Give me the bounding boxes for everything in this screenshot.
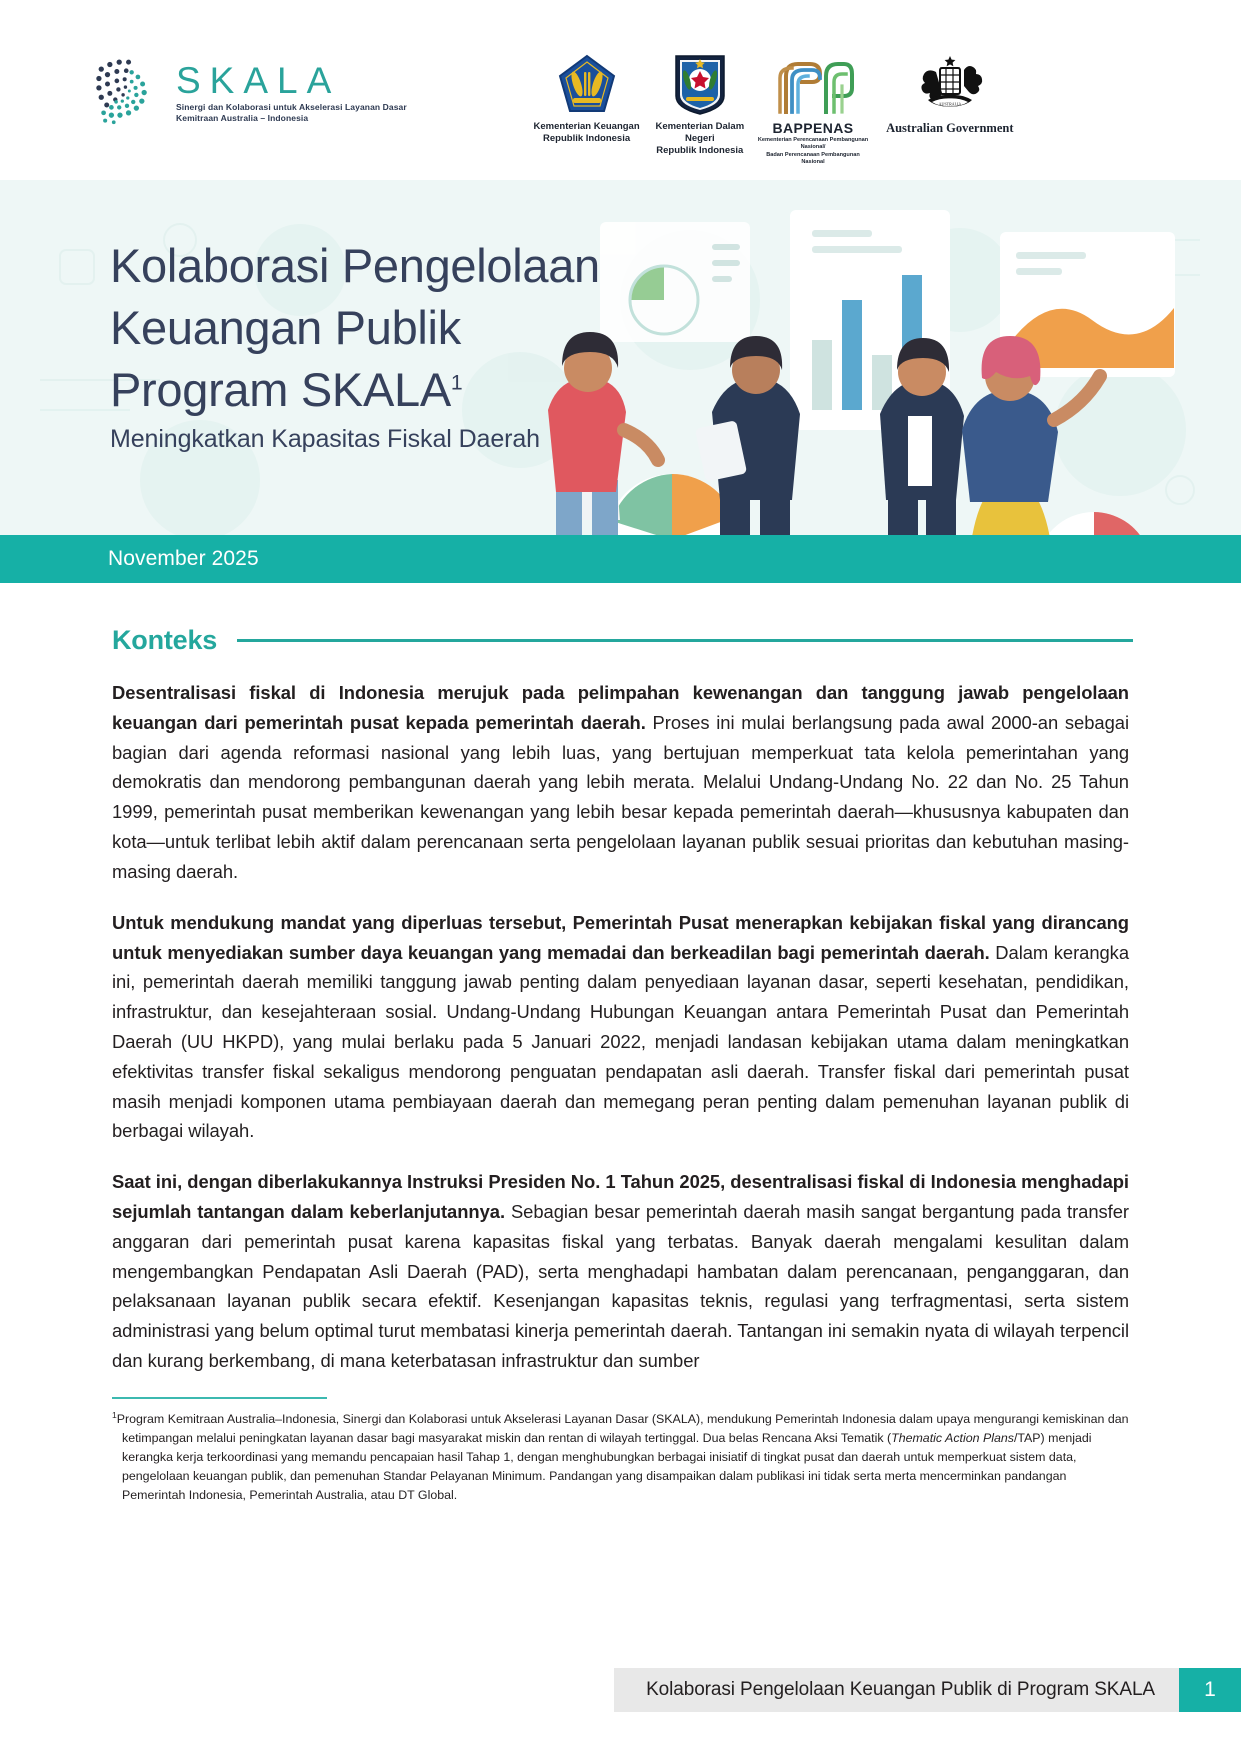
body-column (112, 656, 1129, 1376)
kemenkeu-label (534, 121, 640, 145)
hero-title (110, 235, 600, 421)
hero-text-block (110, 235, 600, 454)
kemendagri-label-line1: Kementerian Dalam Negeri (655, 121, 745, 144)
footnote-italic: Thematic Action Plans (891, 1431, 1014, 1446)
publication-date: November 2025 (108, 547, 259, 570)
hero-title-line3 (110, 359, 600, 421)
hero-title-line3-text: Program SKALA (110, 363, 451, 417)
partner-australian-government (870, 52, 1030, 137)
bappenas-sublabel (756, 137, 869, 166)
australian-coat-of-arms-icon (902, 52, 998, 116)
paragraph-1-rest: Proses ini mulai berlangsung pada awal 2000-an sebagai bagian dari agenda reformasi nasional yang lebih luas, yang bertujuan memperkuat tata kelola pemerintahan yang demokratis dan mendorong pembangunan daerah yang lebih merata. Melalui Undang-Undang No. 22 dan No. 25 Tahun 1999, pemerintah pusat memberikan kewenangan yang lebih besar kepada pemerintah daerah—khususnya kabupaten dan kota—untuk terlibat lebih aktif dalam perencanaan serta pengelolaan layanan publik sesuai prioritas dan kebutuhan masing-masing daerah. (112, 711, 1129, 882)
footnote-part1: Program Kemitraan Australia–Indonesia, Sinergi dan Kolaborasi untuk Akselerasi Layanan Dasar (SKALA), mendukung Pemerintah Indonesia dalam upaya mengurangi kemiskinan dan ketimpangan melalui peningkatan layanan dasar bagi masyarakat miskin dan rentan di wilayah tertinggal. Dua belas Rencana Aksi Tematik ( (116, 1412, 1129, 1446)
paragraph-2 (112, 908, 1129, 1147)
footnote-block (112, 1397, 1129, 1505)
kemendagri-label (643, 121, 756, 157)
content-area (0, 583, 1241, 1505)
kemenkeu-emblem-icon (557, 52, 617, 116)
kemenkeu-label-line1: Kementerian Keuangan (533, 121, 640, 132)
partner-kemenkeu (530, 52, 643, 145)
date-band (0, 535, 1241, 583)
kemendagri-label-line2: Republik Indonesia (656, 144, 744, 156)
skala-tagline (176, 102, 407, 125)
footnote-marker: 1 (112, 1410, 117, 1421)
paragraph-1-lead: Desentralisasi fiskal di Indonesia merujuk pada pelimpahan kewenangan dan tanggung jawab pengelolaan keuangan dari pemerintah pusat kepada pemerintah daerah. (112, 682, 1129, 733)
footer-title: Kolaborasi Pengelolaan Keuangan Publik di Program SKALA (614, 1668, 1179, 1712)
paragraph-1 (112, 678, 1129, 887)
bappenas-sublabel-line2: Badan Perencanaan Pembangunan Nasional (766, 151, 860, 165)
section-header-konteks (112, 625, 1133, 656)
footnote-divider (112, 1397, 327, 1400)
paragraph-3-lead: Saat ini, dengan diberlakukannya Instruksi Presiden No. 1 Tahun 2025, desentralisasi fiskal di Indonesia menghadapi sejumlah tantangan dalam keberlanjutannya. (112, 1171, 1129, 1222)
hero-title-line1: Kolaborasi Pengelolaan (110, 239, 600, 292)
bappenas-logo-icon (770, 52, 856, 116)
kemendagri-emblem-icon (673, 52, 727, 116)
skala-tagline-line1: Sinergi dan Kolaborasi untuk Akselerasi Layanan Dasar (176, 101, 407, 112)
section-title: Konteks (112, 625, 218, 655)
skala-dot-spiral-icon (88, 52, 166, 130)
page-footer (0, 1668, 1241, 1712)
svg-text:AUSTRALIA: AUSTRALIA (938, 101, 962, 107)
hero-subtitle: Meningkatkan Kapasitas Fiskal Daerah (110, 425, 540, 454)
logo-strip (0, 0, 1241, 180)
partner-kemendagri (643, 52, 756, 157)
bappenas-wordmark: BAPPENAS (772, 120, 854, 136)
section-divider (237, 639, 1133, 642)
footnote-text (112, 1409, 1129, 1504)
footer-page-number: 1 (1179, 1668, 1241, 1712)
paragraph-2-rest: Dalam kerangka ini, pemerintah daerah memiliki tanggung jawab penting dalam penyediaan layanan dasar, seperti kesehatan, pendidikan, infrastruktur, dan kesejahteraan sosial. Undang-Undang Hubungan Keuangan antara Pemerintah Pusat dan Pemerintah Daerah (UU HKPD), yang mulai berlaku pada 5 Januari 2022, menjadi landasan kebijakan utama dalam meningkatkan efektivitas transfer fiskal sekaligus mendorong penguatan pendapatan asli daerah. Transfer fiskal dari pemerintah pusat masih menjadi komponen utama pembiayaan daerah dan memegang peran penting dalam pemenuhan layanan publik di berbagai wilayah. (112, 941, 1129, 1142)
skala-name: SKALA (176, 59, 341, 101)
hero-title-line2: Keuangan Publik (110, 301, 461, 355)
skala-logo (88, 52, 407, 130)
kemenkeu-label-line2: Republik Indonesia (543, 132, 631, 144)
hero-title-footnote-marker: 1 (450, 371, 463, 395)
paragraph-2-lead: Untuk mendukung mandat yang diperluas tersebut, Pemerintah Pusat menerapkan kebijakan fiskal yang dirancang untuk menyediakan sumber daya keuangan yang memadai dan berkeadilan bagi pemerintah daerah. (112, 911, 1129, 963)
footnote-part2: /TAP) menjadi kerangka kerja terkoordinasi yang memandu pencapaian hasil Tahap 1, dengan menghubungkan berbagai inisiatif di tingkat pusat dan daerah untuk memperkuat sistem data, pengelolaan keuangan publik, dan pemenuhan Standar Pelayanan Minimum. Pandangan yang disampaikan dalam publikasi ini tidak serta merta mencerminkan pandangan Pemerintah Indonesia, Pemerintah Australia, atau DT Global. (122, 1431, 1092, 1502)
australian-government-label: Australian Government (886, 121, 1014, 135)
partner-bappenas (756, 52, 869, 166)
partner-logos (530, 52, 1030, 165)
paragraph-3-rest: Sebagian besar pemerintah daerah masih sangat bergantung pada transfer anggaran dari pemerintah pusat karena kapasitas fiskal yang terbatas. Banyak daerah mengalami kesulitan dalam mengembangkan Pendapatan Asli Daerah (PAD), serta menghadapi hambatan dalam perencanaan, penganggaran, dan pelaksanaan layanan publik secara efektif. Kesenjangan kapasitas teknis, regulasi yang terfragmentasi, serta sistem administrasi yang belum optimal turut membatasi kinerja pemerintah daerah. Tantangan ini semakin nyata di wilayah terpencil dan kurang berkembang, di mana keterbatasan infrastruktur dan sumber (112, 1201, 1129, 1372)
skala-wordmark (176, 58, 407, 125)
skala-tagline-line2: Kemitraan Australia – Indonesia (176, 113, 309, 123)
paragraph-3 (112, 1167, 1129, 1376)
hero-banner (0, 180, 1241, 535)
bappenas-sublabel-line1: Kementerian Perencanaan Pembangunan Nasional/ (757, 137, 869, 151)
